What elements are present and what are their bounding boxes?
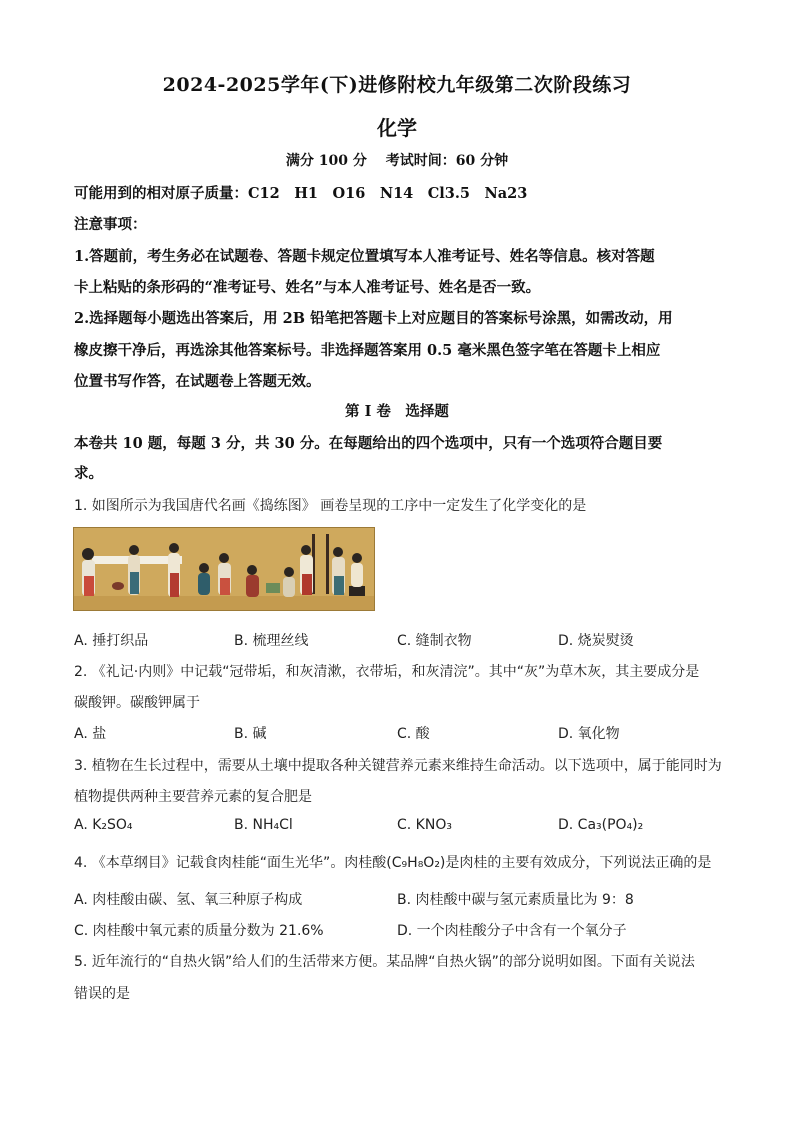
question-2-options	[74, 723, 734, 743]
exam-title: 2024-2025学年(下)进修附校九年级第二次阶段练习	[162, 74, 632, 96]
q2-option-b: B. 碱	[234, 726, 267, 742]
note-1-line-2: 卡上粘贴的条形码的“准考证号、姓名”与本人准考证号、姓名是否一致。	[74, 279, 541, 296]
notes-heading: 注意事项：	[74, 216, 147, 233]
note-2-line-1: 2.选择题每小题选出答案后，用 2B 铅笔把答题卡上对应题目的答案标号涂黑，如需改动，用	[74, 310, 673, 327]
full-score: 满分 100 分	[285, 153, 367, 169]
q2-option-d: D. 氧化物	[558, 726, 620, 742]
q3-option-d: D. Ca₃(PO₄)₂	[558, 817, 644, 833]
q1-option-a: A. 捶打织品	[74, 633, 149, 649]
q2-option-a: A. 盐	[74, 726, 107, 742]
section-intro-line-1: 本卷共 10 题，每题 3 分，共 30 分。在每题给出的四个选项中，只有一个选项符合题目要	[74, 435, 663, 452]
exam-time: 考试时间：60 分钟	[385, 153, 509, 169]
question-3-stem-line-1: 3. 植物在生长过程中，需要从土壤中提取各种关键营养元素来维持生命活动。以下选项中，属于能同时为	[74, 758, 722, 774]
question-3-options	[74, 817, 734, 837]
question-1-options	[74, 630, 734, 650]
q1-option-c: C. 缝制衣物	[397, 633, 472, 649]
note-1-line-1: 1.答题前，考生务必在试题卷、答题卡规定位置填写本人准考证号、姓名等信息。核对答题	[74, 248, 655, 265]
question-3-stem-line-2: 植物提供两种主要营养元素的复合肥是	[74, 789, 312, 805]
q4-option-d: D. 一个肉桂酸分子中含有一个氧分子	[397, 923, 627, 939]
painting-image	[73, 527, 375, 611]
atomic-masses: 可能用到的相对原子质量：C12 H1 O16 N14 Cl3.5 Na23	[74, 185, 528, 202]
question-4-options-row-1	[74, 889, 734, 909]
q4-option-a: A. 肉桂酸由碳、氢、氧三种原子构成	[74, 892, 303, 908]
question-4-stem: 4. 《本草纲目》记载食肉桂能“面生光华”。肉桂酸(C₉H₈O₂)是肉桂的主要有效成分，下列说法正确的是	[74, 855, 712, 871]
question-5-stem-line-2: 错误的是	[74, 986, 130, 1002]
exam-meta	[0, 150, 794, 170]
section-intro-line-2: 求。	[74, 465, 103, 482]
question-2-stem-line-2: 碳酸钾。碳酸钾属于	[74, 695, 200, 711]
q3-option-c: C. KNO₃	[397, 817, 452, 833]
note-2-line-2: 橡皮擦干净后，再选涂其他答案标号。非选择题答案用 0.5 毫米黑色签字笔在答题卡上相应	[74, 342, 661, 359]
question-1-stem: 1. 如图所示为我国唐代名画《捣练图》 画卷呈现的工序中一定发生了化学变化的是	[74, 498, 587, 514]
question-2-stem-line-1: 2. 《礼记·内则》中记载“冠带垢，和灰清漱，衣带垢，和灰清浣”。其中“灰”为草木灰，其主要成分是	[74, 664, 700, 680]
q4-option-b: B. 肉桂酸中碳与氢元素质量比为 9：8	[397, 892, 634, 908]
q3-option-b: B. NH₄Cl	[234, 817, 293, 833]
q4-option-c: C. 肉桂酸中氧元素的质量分数为 21.6%	[74, 923, 324, 939]
q1-option-b: B. 梳理丝线	[234, 633, 309, 649]
question-5-stem-line-1: 5. 近年流行的“自热火锅”给人们的生活带来方便。某品牌“自热火锅”的部分说明如图。下面有关说法	[74, 954, 695, 970]
q3-option-a: A. K₂SO₄	[74, 817, 133, 833]
question-4-options-row-2	[74, 920, 734, 940]
note-2-line-3: 位置书写作答，在试题卷上答题无效。	[74, 373, 321, 390]
q2-option-c: C. 酸	[397, 726, 430, 742]
section-title: 第 I 卷 选择题	[345, 403, 449, 420]
exam-subject: 化学	[377, 116, 417, 140]
q1-option-d: D. 烧炭熨烫	[558, 633, 634, 649]
